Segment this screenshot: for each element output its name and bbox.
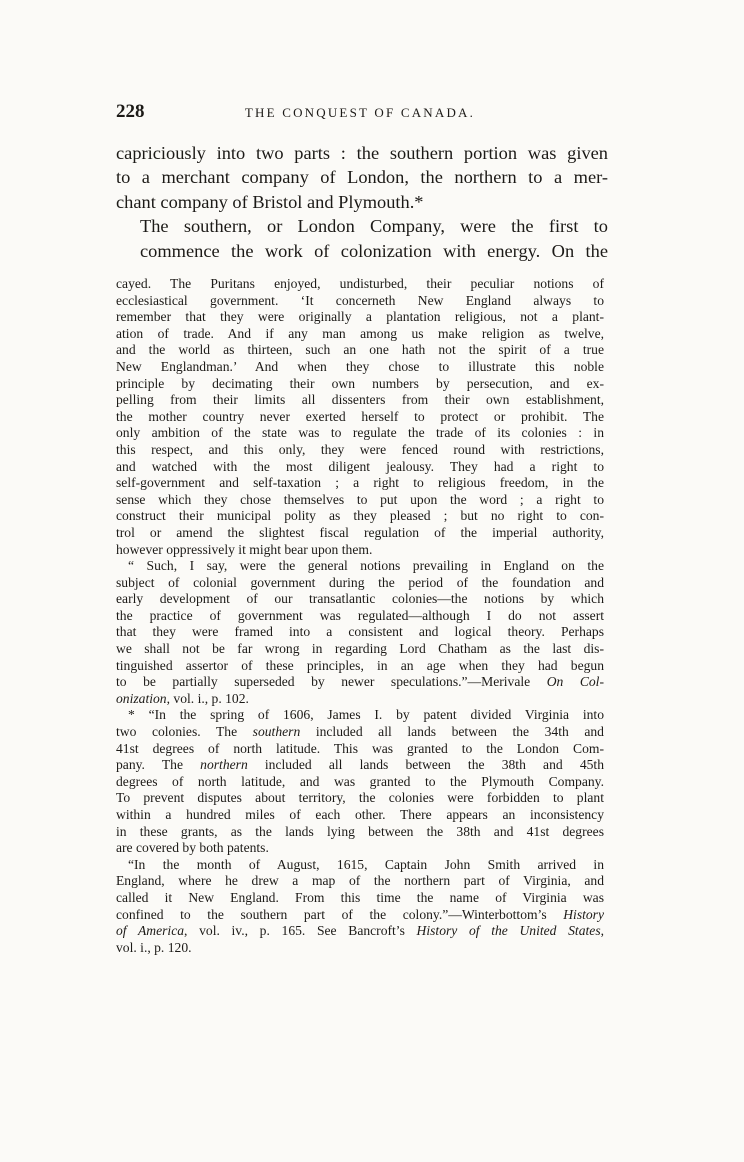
text-line: commence the work of colonization with energy. On the (140, 240, 608, 261)
book-title-italic: History (563, 906, 604, 922)
note-line: sense which they chose themselves to put upon the word ; a right to (116, 491, 604, 507)
text-line: chant company of Bristol and Plymouth.* (116, 191, 424, 212)
note-line (116, 923, 604, 940)
footnotes (116, 276, 604, 956)
note-line: New Englandman.’ And when they chose to illustrate this noble (116, 358, 604, 374)
note-line: * “In the spring of 1606, James I. by patent divided Virginia into (128, 707, 604, 723)
note-line: vol. i., p. 120. (116, 939, 192, 955)
note-line: within a hundred miles of each other. There appears an inconsistency (116, 807, 604, 822)
note-line: ecclesiastical government. ‘It concerneth New England always to (116, 292, 604, 308)
note-line: pelling from their limits all dissenters from their own establishment, (116, 392, 604, 408)
note-line: construct their municipal polity as they pleased ; but no right to con- (116, 508, 604, 524)
note-text: , vol. i., p. 102. (166, 690, 249, 706)
note-text: included all lands between the 38th and 45th (247, 757, 604, 773)
book-title-italic: of America (116, 923, 185, 939)
note-line: degrees of north latitude, and was granted to the Plymouth Company. (116, 773, 604, 789)
note-line: 41st degrees of north latitude. This was granted to the London Com- (116, 740, 604, 756)
note-line: principle by decimating their own numbers by persecution, and ex- (116, 375, 604, 391)
emphasis-italic: southern (252, 724, 301, 740)
note-line: ation of trade. And if any man among us make religion as twelve, (116, 325, 604, 341)
note-line: early development of our transatlantic colonies—the notions by which (116, 591, 604, 607)
note-line: To prevent disputes about territory, the colonies were forbidden to plant (116, 790, 604, 806)
note-line: trol or amend the slightest fiscal regulation of the imperial authority, (116, 524, 604, 540)
running-head: THE CONQUEST OF CANADA. (244, 105, 476, 120)
note-line (116, 907, 604, 924)
note-line: “ Such, I say, were the general notions prevailing in England on the (128, 558, 604, 574)
note-line: we shall not be far wrong in regarding Lord Chatham as the last dis- (116, 641, 604, 657)
note-text: to be partially superseded by newer speculations.”—Merivale (116, 674, 547, 690)
footnote-star (116, 707, 604, 856)
note-line: only ambition of the state was to regulate the trade of its colonies : in (116, 425, 604, 441)
main-paragraph-2 (116, 214, 608, 263)
note-line: tinguished assertor of these principles, in an age when they had begun (116, 657, 604, 673)
text-line: capriciously into two parts : the southern portion was given (116, 143, 608, 163)
text-line: to a merchant company of London, the northern to a mer- (116, 167, 608, 188)
note-line: the mother country never exerted herself to protect or prohibit. The (116, 408, 604, 424)
book-title-italic: History of the United States (416, 923, 601, 939)
main-text (116, 141, 608, 263)
note-text: included all lands between the 34th and (300, 724, 604, 740)
footnote-winterbottom-quote (116, 857, 604, 957)
note-line: called it New England. From this time the name of Virginia was (116, 889, 604, 905)
note-line: subject of colonial government during the period of the foundation and (116, 574, 604, 590)
note-line: England, where he drew a map of the northern part of Virginia, and (116, 873, 604, 889)
note-line: remember that they were originally a plantation religious, not a plant- (116, 309, 604, 325)
note-line (116, 674, 604, 691)
note-line: this respect, and this only, they were fenced round with restrictions, (116, 441, 604, 457)
note-line (116, 691, 604, 708)
footnote-merivale-quote (116, 558, 604, 707)
note-text: , vol. iv., p. 165. See Bancroft’s (184, 923, 417, 939)
footnote-continuation (116, 276, 604, 558)
book-title-italic: On Col- (546, 674, 604, 690)
note-line (116, 757, 604, 774)
note-line (116, 724, 604, 741)
note-line: and the world as thirteen, such an one hath not the spirit of a true (116, 342, 604, 358)
note-line: are covered by both patents. (116, 840, 269, 856)
note-line: the practice of government was regulated—although I do not assert (116, 607, 604, 623)
main-paragraph-1 (116, 141, 608, 214)
note-text: two colonies. The (116, 724, 253, 740)
note-line: cayed. The Puritans enjoyed, undisturbed, their peculiar notions of (116, 276, 604, 291)
note-line: in these grants, as the lands lying between the 38th and 41st degrees (116, 823, 604, 839)
note-line: self-government and self-taxation ; a right to religious freedom, in the (116, 475, 604, 491)
text-line: The southern, or London Company, were the first to (140, 216, 608, 237)
page-number: 228 (116, 101, 145, 122)
note-text: confined to the southern part of the colony.”—Winterbottom’s (116, 906, 564, 922)
note-line: that they were framed into a consistent and logical theory. Perhaps (116, 624, 604, 640)
page-header (116, 101, 604, 127)
note-line: “In the month of August, 1615, Captain John Smith arrived in (128, 856, 604, 872)
note-line: however oppressively it might bear upon them. (116, 541, 373, 557)
note-text: , (600, 923, 605, 939)
book-title-italic: onization (116, 690, 167, 706)
note-text: pany. The (116, 757, 201, 773)
emphasis-italic: northern (200, 757, 248, 773)
note-line: and watched with the most diligent jealousy. They had a right to (116, 458, 604, 474)
